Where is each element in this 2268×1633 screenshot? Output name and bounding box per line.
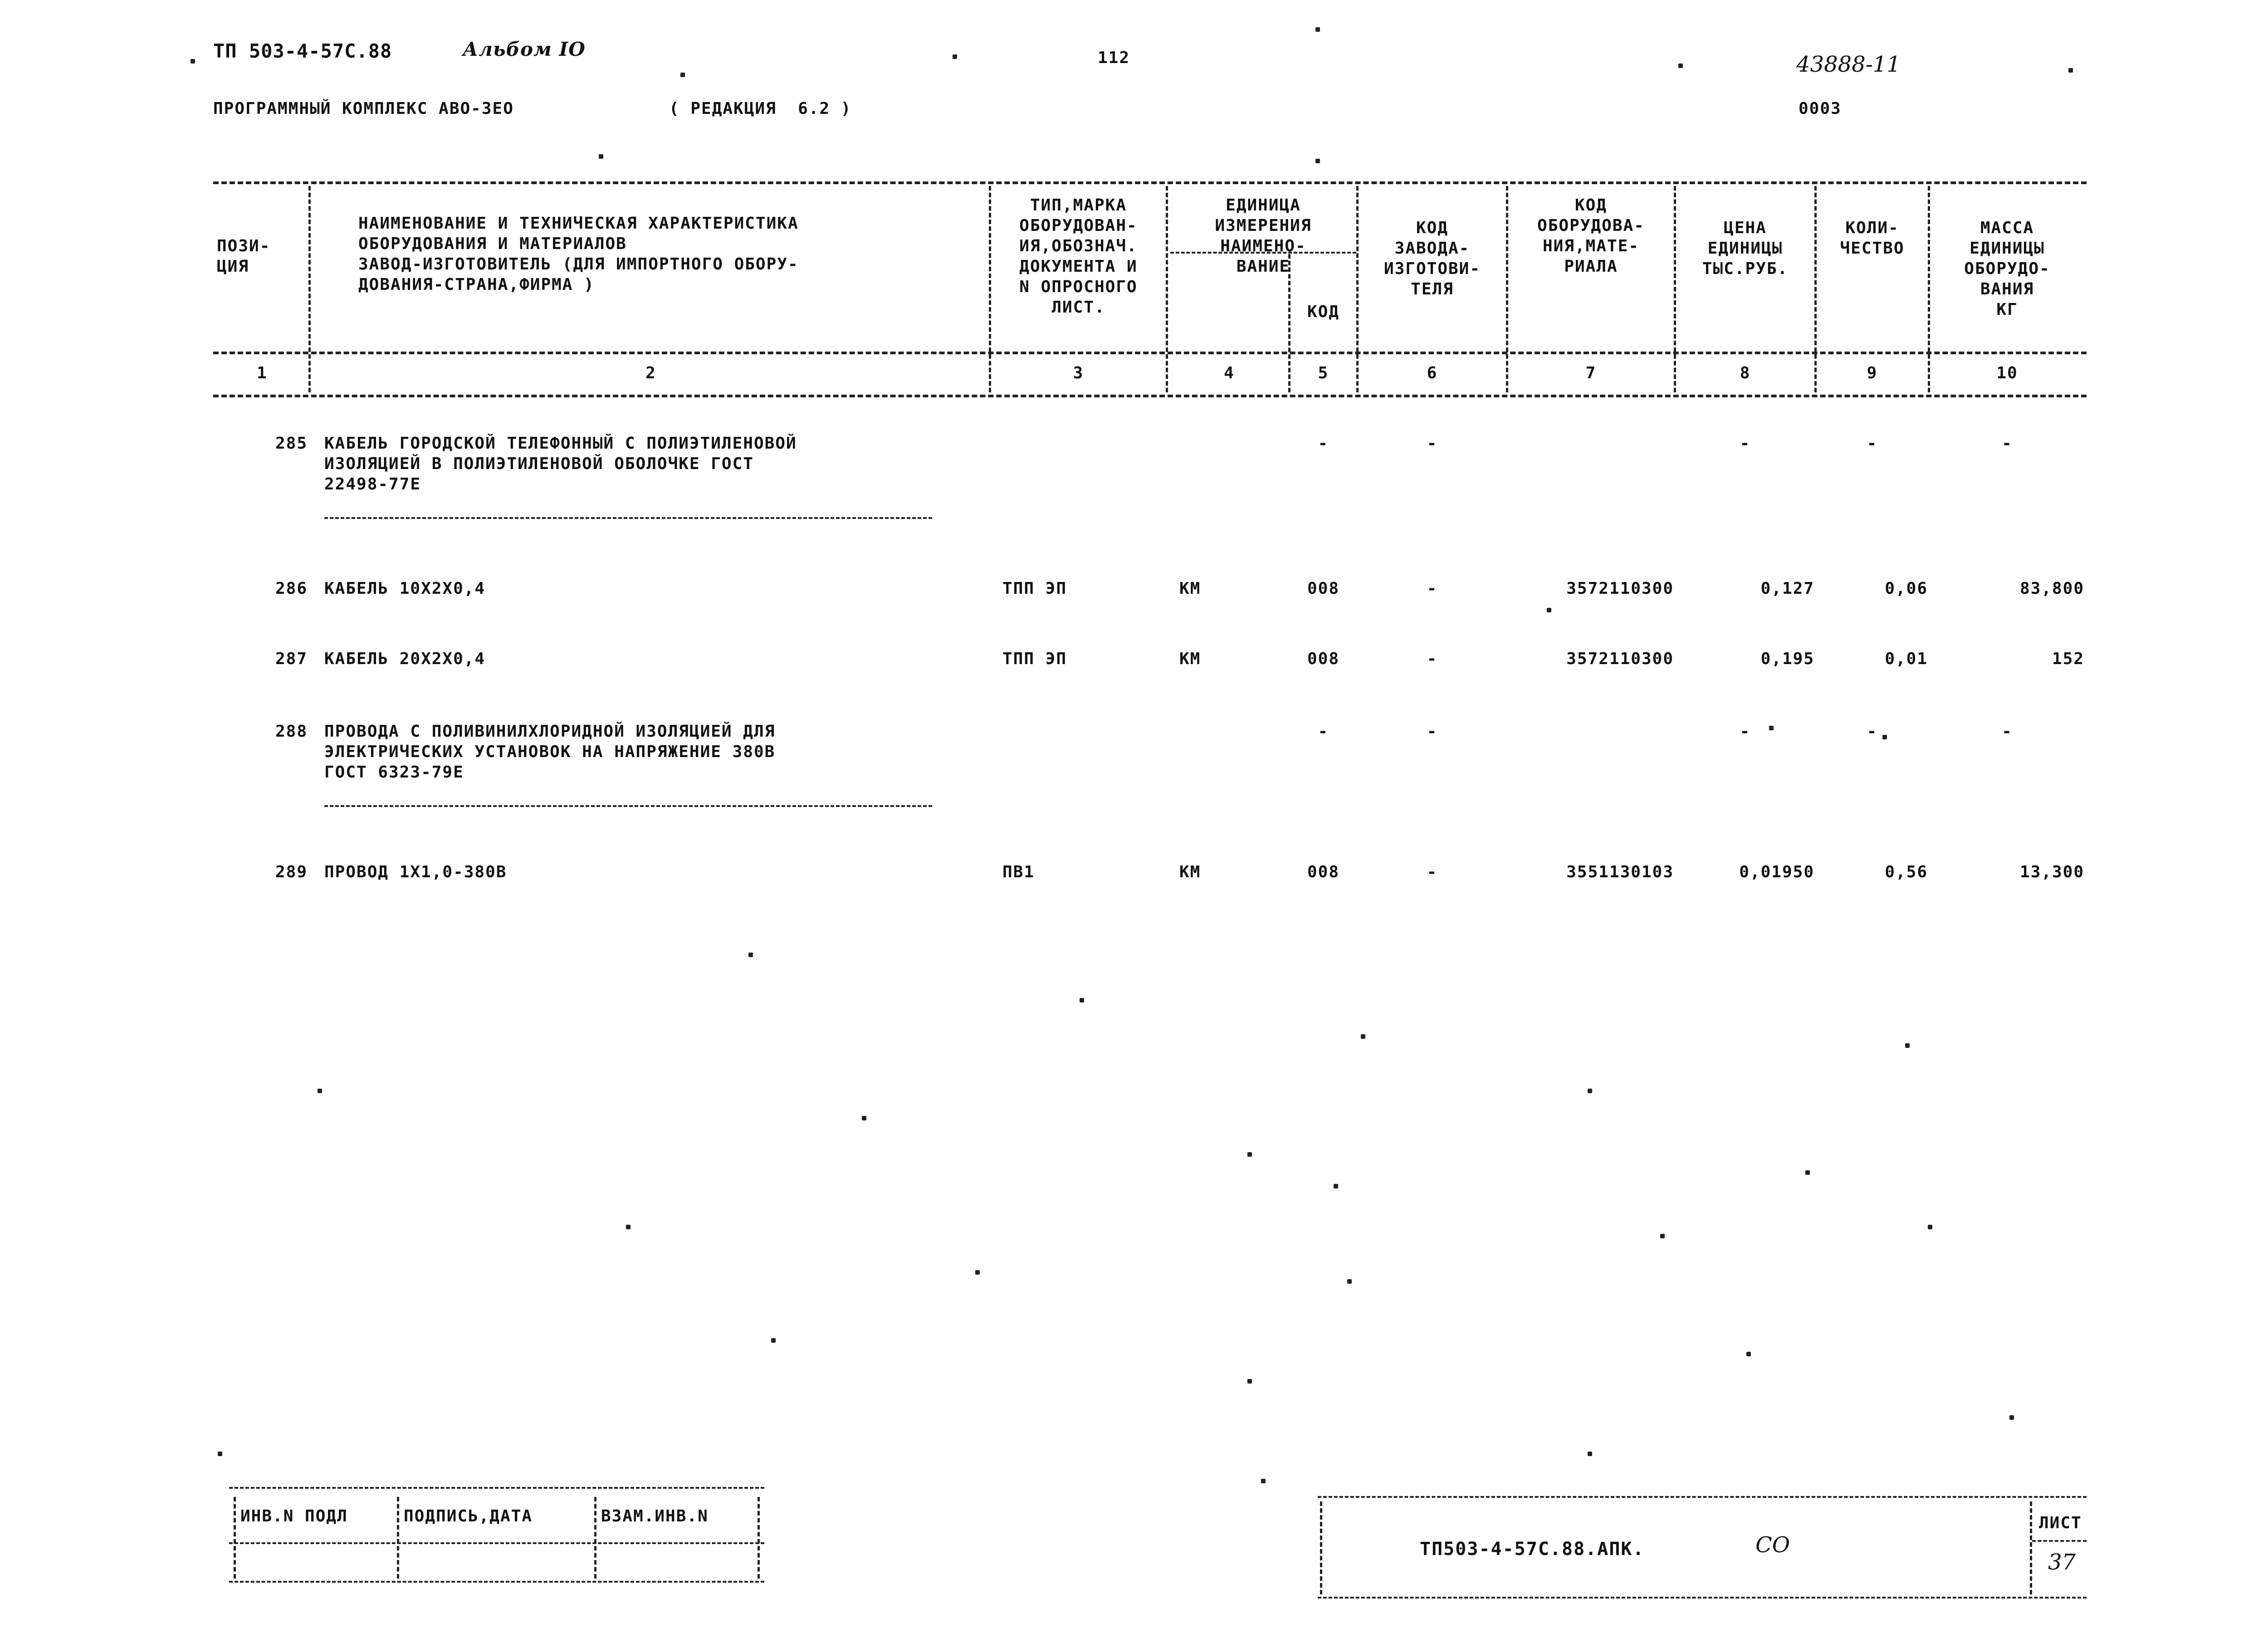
col-header-material-code: КОД ОБОРУДОВА- НИЯ,МАТЕ- РИАЛА [1537,196,1645,276]
row-unit-code: 008 [1307,650,1340,668]
row-unit-code: 008 [1307,579,1340,598]
col-num: 8 [1740,364,1751,382]
row-name: КАБЕЛЬ 20Х2Х0,4 [324,650,486,668]
row-plant-code: - [1427,863,1438,881]
page-marker: 112 [1098,49,1130,67]
row-position: 288 [275,722,308,741]
group-underline [324,517,932,519]
col-num: 2 [645,364,656,382]
col-num: 9 [1867,364,1878,382]
col-sep [1166,186,1168,392]
drawing-code: ТП503-4-57С.88.АПК. [1420,1539,1645,1560]
row-unit-code: - [1318,722,1329,741]
row-mass: - [2002,722,2013,741]
row-plant-code: - [1427,579,1438,598]
row-qty: 0,06 [1885,579,1928,598]
table-top-rule [213,181,2087,184]
row-qty: - [1867,434,1878,453]
edition: ( РЕДАКЦИЯ 6.2 ) [669,99,852,118]
sheet-number: 37 [2048,1550,2076,1575]
stamp-label-replace: ВЗАМ.ИНВ.N [601,1507,709,1525]
col-header-price: ЦЕНА ЕДИНИЦЫ ТЫС.РУБ. [1702,219,1789,278]
row-name: ПРОВОДА С ПОЛИВИНИЛХЛОРИДНОЙ ИЗОЛЯЦИЕЙ ДЛЯ ЭЛЕКТРИЧЕСКИХ УСТАНОВОК НА НАПРЯЖЕНИЕ 380В ГОСТ 6323-79Е [324,722,776,782]
album-label: Альбом IO [463,38,586,60]
col-header-qty: КОЛИ- ЧЕСТВО [1840,219,1905,258]
row-material-code: 3572110300 [1566,650,1674,668]
col-num: 4 [1224,364,1235,382]
row-type: ТПП ЭП [1002,650,1067,668]
row-mass: 83,800 [2019,579,2084,598]
col-num: 10 [1996,364,2018,382]
row-price: - [1740,722,1751,741]
row-qty: 0,56 [1885,863,1928,881]
drawing-code-handwritten: СО [1755,1532,1790,1558]
row-unit: КМ [1179,863,1201,881]
colnum-bottom-rule [213,395,2087,397]
row-material-code: 3572110300 [1566,579,1674,598]
row-name: КАБЕЛЬ ГОРОДСКОЙ ТЕЛЕФОННЫЙ С ПОЛИЭТИЛЕНОВОЙ ИЗОЛЯЦИЕЙ В ПОЛИЭТИЛЕНОВОЙ ОБОЛОЧКЕ ГОСТ 22498-77Е [324,434,797,494]
col-num: 7 [1585,364,1597,382]
col-num: 1 [257,364,268,382]
row-price: - [1740,434,1751,453]
row-type: ТПП ЭП [1002,579,1067,598]
row-unit-code: - [1318,434,1329,453]
row-position: 286 [275,579,308,598]
row-plant-code: - [1427,722,1438,741]
col-header-name: НАИМЕНОВАНИЕ И ТЕХНИЧЕСКАЯ ХАРАКТЕРИСТИКА ОБОРУДОВАНИЯ И МАТЕРИАЛОВ ЗАВОД-ИЗГОТОВИТЕЛЬ (ДЛЯ ИМПОРТНОГО ОБОРУ- ДОВАНИЯ-СТРАНА,ФИРМА ) [358,214,799,294]
row-unit-code: 008 [1307,863,1340,881]
row-unit: КМ [1179,650,1201,668]
sheet-code: 0003 [1799,99,1842,118]
row-position: 289 [275,863,308,881]
col-sep [1814,186,1817,392]
col-header-unit: ЕДИНИЦА ИЗМЕРЕНИЯ НАИМЕНО- ВАНИЕ [1215,196,1312,276]
doc-code: ТП 503-4-57С.88 [213,40,392,62]
col-header-type: ТИП,МАРКА ОБОРУДОВАН- ИЯ,ОБОЗНАЧ. ДОКУМЕНТА И N ОПРОСНОГО ЛИСТ. [1019,196,1138,317]
row-name: ПРОВОД 1Х1,0-380В [324,863,507,881]
stamp-label-inv: ИНВ.N ПОДЛ [240,1507,348,1525]
row-mass: 13,300 [2019,863,2084,881]
row-position: 285 [275,434,308,453]
group-underline [324,805,932,807]
col-sep [1674,186,1676,392]
col-num: 3 [1073,364,1084,382]
row-name: КАБЕЛЬ 10Х2Х0,4 [324,579,486,598]
row-price: 0,01950 [1739,863,1814,881]
subtitle: ПРОГРАММНЫЙ КОМПЛЕКС АВО-ЗЕО [213,99,514,118]
col-num: 5 [1318,364,1329,382]
row-qty: - [1867,722,1878,741]
col-header-mass: МАССА ЕДИНИЦЫ ОБОРУДО- ВАНИЯ КГ [1964,219,2050,319]
row-type: ПВ1 [1002,863,1035,881]
header-bottom-rule [213,352,2087,354]
row-qty: 0,01 [1885,650,1928,668]
col-header-position: ПОЗИ- ЦИЯ [217,237,271,276]
handwritten-ref: 43888-11 [1796,52,1901,77]
row-plant-code: - [1427,650,1438,668]
row-unit: КМ [1179,579,1201,598]
row-mass: - [2002,434,2013,453]
row-material-code: 3551130103 [1566,863,1674,881]
row-plant-code: - [1427,434,1438,453]
col-num: 6 [1427,364,1438,382]
row-price: 0,195 [1760,650,1814,668]
col-header-unit-code: КОД [1307,303,1340,321]
col-sep [308,186,311,392]
row-mass: 152 [2052,650,2084,668]
stamp-label-signature: ПОДПИСЬ,ДАТА [404,1507,533,1525]
row-price: 0,127 [1760,579,1814,598]
col-header-plant-code: КОД ЗАВОДА- ИЗГОТОВИ- ТЕЛЯ [1383,219,1481,298]
row-position: 287 [275,650,308,668]
sheet-label: ЛИСТ [2039,1514,2082,1532]
